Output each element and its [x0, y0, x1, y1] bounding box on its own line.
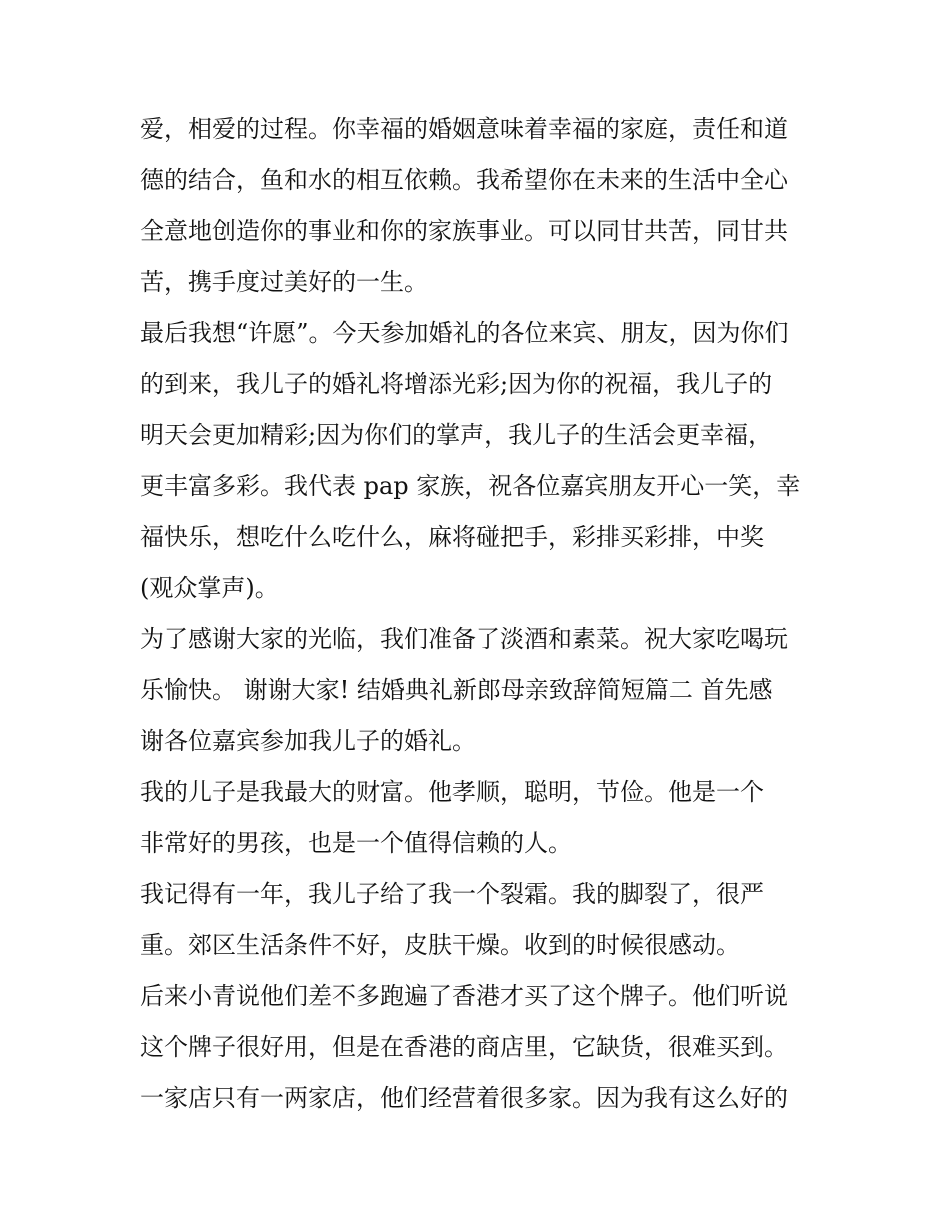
text-line: 爱，相爱的过程。你幸福的婚姻意味着幸福的家庭，责任和道	[140, 115, 788, 143]
text-line: 重。郊区生活条件不好，皮肤干燥。收到的时候很感动。	[140, 931, 740, 959]
text-line: 这个牌子很好用，但是在香港的商店里，它缺货，很难买到。	[140, 1033, 788, 1061]
text-line: 为了感谢大家的光临，我们准备了淡酒和素菜。祝大家吃喝玩	[140, 625, 788, 653]
text-line: 福快乐，想吃什么吃什么，麻将碰把手，彩排买彩排，中奖	[140, 523, 764, 551]
text-line: 德的结合，鱼和水的相互依赖。我希望你在未来的生活中全心	[140, 166, 788, 194]
text-line: 苦，携手度过美好的一生。	[140, 268, 428, 296]
text-line: 我记得有一年，我儿子给了我一个裂霜。我的脚裂了，很严	[140, 880, 764, 908]
text-line: 一家店只有一两家店，他们经营着很多家。因为我有这么好的	[140, 1084, 788, 1112]
text-line: 明天会更加精彩;因为你们的掌声，我儿子的生活会更幸福，	[140, 421, 773, 449]
text-line: 我的儿子是我最大的财富。他孝顺，聪明，节俭。他是一个	[140, 778, 764, 806]
text-line: 的到来，我儿子的婚礼将增添光彩;因为你的祝福，我儿子的	[140, 370, 773, 398]
text-line: 最后我想“许愿”。今天参加婚礼的各位来宾、朋友，因为你们	[140, 319, 789, 347]
text-line: 全意地创造你的事业和你的家族事业。可以同甘共苦，同甘共	[140, 217, 788, 245]
text-line: 更丰富多彩。我代表 pap 家族，祝各位嘉宾朋友开心一笑，幸	[140, 472, 801, 500]
text-line: 乐愉快。 谢谢大家! 结婚典礼新郎母亲致辞简短篇二 首先感	[140, 676, 773, 704]
text-line: 非常好的男孩，也是一个值得信赖的人。	[140, 829, 572, 857]
text-line: 后来小青说他们差不多跑遍了香港才买了这个牌子。他们听说	[140, 982, 788, 1010]
text-line: 谢各位嘉宾参加我儿子的婚礼。	[140, 727, 476, 755]
text-line: (观众掌声)。	[140, 574, 279, 602]
